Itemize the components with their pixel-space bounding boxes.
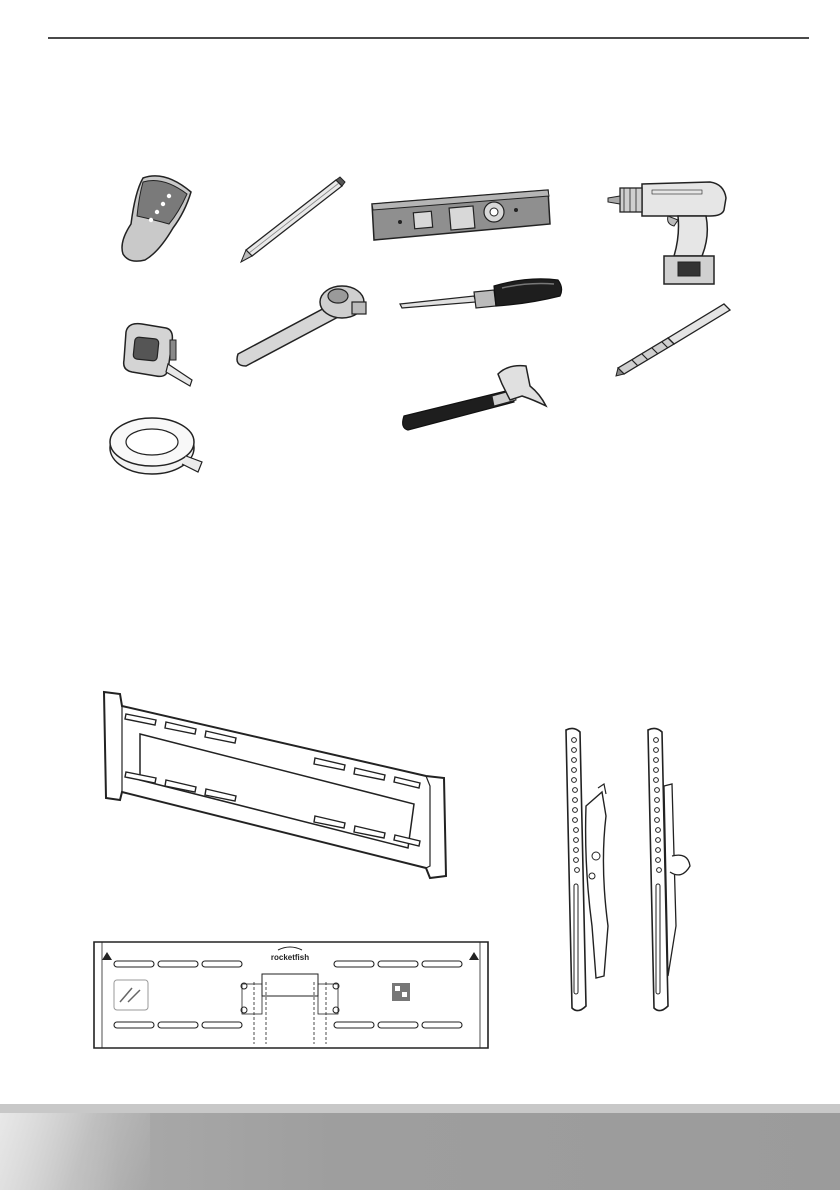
drill-bit-icon: [614, 302, 734, 378]
power-drill-icon: [606, 176, 732, 288]
footer-shine: [0, 1113, 150, 1190]
masking-tape-icon: [106, 412, 204, 484]
footer-band: [0, 1104, 840, 1190]
screwdriver-icon: [398, 274, 564, 314]
wall-plate-icon: [100, 688, 448, 882]
stud-finder-icon: [115, 172, 195, 264]
tv-bracket-icon: [556, 726, 696, 1016]
tape-measure-icon: [120, 320, 196, 392]
wall-plate-front-icon: [92, 940, 490, 1050]
footer-band-top: [0, 1104, 840, 1113]
header-rule: [48, 37, 809, 39]
brand-logo: rocketfish: [270, 953, 310, 962]
level-icon: [368, 188, 552, 242]
socket-wrench-icon: [232, 278, 380, 370]
pencil-icon: [236, 176, 346, 264]
hammer-icon: [398, 360, 550, 434]
